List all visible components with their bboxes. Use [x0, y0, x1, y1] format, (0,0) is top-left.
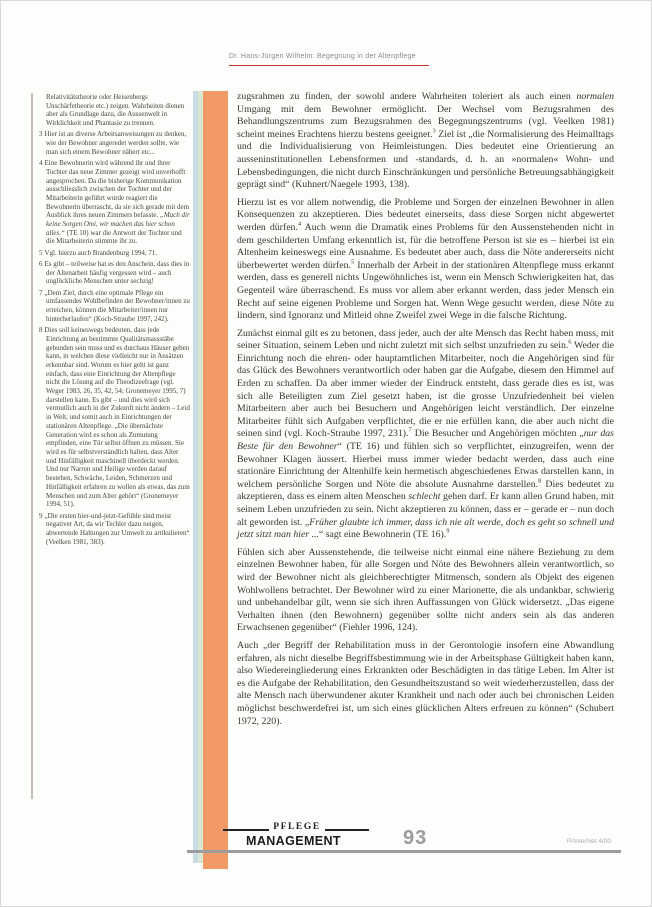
text-run: „Die ersten hier-und-jetzt-Gefühle sind meist negativer Art, da wir Techler dazu neigen, abwertende Haltungen zur Umwelt zu artikulieren“ (Veelken 1981, 383). — [44, 511, 190, 546]
text-run: Weder die Einrichtung noch die ehren- oder hauptamtlichen Mitarbeiter, noch die Angehörigen sind für das Glück des Bewohners verantwortlich oder haben gar die Aufgabe, diesem den Himmel auf Erden zu schaffen. Da aber immer wieder der Eindruck entsteht, dass gerade dies es ist, was sich alle Beteiligten zum Ziel gesetzt haben, ist die grosse Unzufriedenheit bei vielen Mitarbeitern aber auch bei Besuchern und Angehörigen leicht verständlich. Der einzelne Mitarbeiter fühlt sich Aufgaben verpflichtet, die er nie erfüllen kann, die aber auch nicht die seinen sind (vgl. Koch-Straube 1997, 231). — [237, 340, 614, 440]
text-run: Umgang mit dem Bewohner ermöglicht. Der Wechsel vom Bezugsrahmen des Behandlungszentrums zum Bezugsrahmen des Begegnungszentrums (vgl. Veelken 1981) scheint meines Erachtens hierzu bestens geeignet. — [237, 103, 614, 140]
text-run: Ziel ist „die Normalisierung des Heimalltags und die Individualisierung von Heimleistungen. Dies bedeutet eine Orientierung an ausseninstitutionellen Lebensformen und -standards, d. h. an »normalen« Wohn- und Lebensbedingungen, die nicht durch Einschränkungen und persönliche Betreuungsabhängigkeit geprägt sind“ (Kuhnert/Naegele 1993, 138). — [237, 128, 614, 191]
text-run: “ sagt eine Bewohnerin (TE 16). — [318, 529, 447, 541]
footnote-item — [39, 249, 190, 258]
footnote-item — [39, 326, 190, 509]
text-run: Relativitätstheorie oder Heisenbergs Unschärfetheorie etc.) zeigen. Wahrheiten dienen aber als Grundlage dazu, die Aussenwelt in Wirklichkeit und Phantasie zu trennen. — [46, 93, 185, 128]
footer-rule — [187, 850, 621, 853]
text-run: Die Besucher und Angehörigen möchten „ — [411, 428, 584, 440]
footnote-number: 3 — [39, 130, 43, 139]
footnote-reference: 6 — [568, 339, 572, 347]
emphasized-text: schlecht — [408, 491, 441, 503]
logo-management-text: MANAGEMENT — [246, 834, 341, 848]
text-run: Hierzu ist es vor allem notwendig, die Probleme und Sorgen der einzelnen Bewohner in allen Konsequenzen zu akzeptieren. Dies bedeutet einerseits, dass diese Sorgen nicht abgewertet werden dürfen. — [237, 196, 614, 233]
article-body — [237, 91, 614, 733]
text-run: Innerhalb der Arbeit in der stationären Altenpflege muss erkannt werden, dass es generell nichts Ungewöhnliches ist, wenn ein Mensch Schwierigkeiten hat, das Gegenteil wäre überraschend. Es muss vor allem aber erkannt werden, dass jeder Mensch ein Recht auf seine eigenen Probleme und Sorgen hat. Wenn Wege gesucht werden, diese Nöte zu lindern, sind Ignoranz und Mitleid ohne Zweifel zwei Wege in die falsche Richtung. — [237, 259, 614, 322]
emphasized-text: normalen — [576, 91, 614, 102]
emphasized-text: „Mach dir keine Sorgen Omi, wir machen das hier schon alles.“ — [46, 211, 190, 237]
footnote-item — [39, 512, 190, 547]
footnote-reference: 3 — [432, 127, 436, 135]
footnote-number: 7 — [39, 288, 43, 297]
footnote-item — [39, 159, 190, 246]
text-run: Es gibt – teilweise hat es den Anschein, dass dies in der Altenarbeit häufig vergessen wird – auch unglückliche Menschen unter sechzig! — [44, 260, 190, 286]
footnote-item — [39, 93, 190, 128]
body-paragraph — [237, 547, 614, 635]
text-run: „Dem Ziel, durch eine optimale Pflege ein umfassendes Wohlbefinden der Bewohner/innen zu erreichen, können die Mitarbeiter/innen nur hinterherlaufen“ (Koch-Straube 1997, 242). — [44, 288, 190, 323]
body-paragraph — [237, 328, 614, 542]
text-run: gehen darf. Er kann allen Grund haben, mit seinem Leben unzufrieden zu sein. Nicht akzeptieren zu können, dass er – gerade er – nun doch alt geworden ist. „ — [237, 491, 614, 528]
body-paragraph — [237, 640, 614, 728]
issue-label: PrInterNet 4/00 — [566, 838, 611, 845]
logo-pflege-text: PFLEGE — [273, 822, 321, 832]
title-underline-rule — [229, 65, 429, 66]
footnotes-sidebar — [39, 93, 190, 549]
text-run: Fühlen sich aber Aussenstehende, die teilweise nicht einmal eine nähere Beziehung zu dem einzelnen Bewohner haben, für alle Sorgen und Nöte des Bewohners allein verantwortlich, so wird der Bewohner nicht als gleichberechtigter Mitmensch, sondern als Objekt des eigenen Wohlwollens betrachtet. Der Bewohner wird zu einer Marionette, die als undankbar, schwierig und unbehandelbar gilt, wenn sie sich ihren Auffassungen von Glück widersetzt. „Das eigene Verhalten ihnen (den Bewohnern) gegenüber sollte nicht anders sein als das anderen Erwachsenen gegenüber“ (Fiehler 1996, 124). — [237, 546, 614, 634]
text-run: Vgl. hierzu auch Brandenburg 1994, 71. — [44, 248, 158, 257]
footnote-item — [39, 289, 190, 324]
text-run: Eine Bewohnerin wird während ihr und ihrer Tochter das neue Zimmer gezeigt wird unverhofft angesprochen. Da die bisherige Kommunikation ausschliesslich zwischen der Tochter und der Mitarbeiterin geführt wurde reagiert die Bewohnerin überrascht, da sie sich gerade mit dem Ausblick ihres neuen Zimmers befasste. — [44, 159, 190, 220]
footnote-reference: 7 — [408, 427, 412, 435]
body-paragraph — [237, 197, 614, 323]
emphasized-text: nur das Beste für den Bewohner — [237, 428, 614, 453]
text-run: Dies bedeutet zu akzeptieren, dass es einem alten Menschen — [237, 478, 614, 503]
text-run: Auch „der Begriff der Rehabilitation muss in der Gerontologie insofern eine Abwandlung erfahren, als nicht dieselbe Begriffsbestimmung wie in der Arbeitsphase Gültigkeit haben kann, also Wiedereingliederung eines Erkrankten oder Beschädigten in das tätige Leben. Im Alter ist es die Aufgabe der Rehabilitation, den Gesundheitszustand so weit wiederherzustellen, dass der alte Mensch nach überwundener akuter Krankheit und nach oder auch bei chronischen Leiden möglichst beschwerdefrei ist, um sich eines glücklichen Alters erfreuen zu können“ (Schubert 1972, 220). — [237, 639, 614, 727]
footnote-number: 4 — [39, 159, 43, 168]
text-run: Hier ist an diverse Arbeitsanweisungen zu denken, wie der Bewohner angeredet werden sollte, wie man sich einem Bewohner nähert etc... — [44, 130, 187, 156]
page-number: 93 — [403, 827, 428, 849]
footnote-number: 9 — [39, 511, 43, 520]
logo-rule-right — [325, 829, 369, 831]
running-header-title: Dr. Hans-Jürgen Wilhelm: Begegnung in der Altenpflege — [229, 53, 416, 60]
footnote-reference: 4 — [297, 220, 302, 228]
text-run: (TE 10) war die Antwort der Tochter und die Mitarbeiterin stimmte ihr zu. — [46, 228, 182, 246]
footnote-item — [39, 260, 190, 286]
footnote-reference: 9 — [446, 527, 450, 535]
text-run: zugsrahmen zu finden, der sowohl andere Wahrheiten toleriert als auch einen — [237, 91, 577, 102]
scan-gutter-shadow — [31, 93, 33, 799]
text-run: “ (TE 16) und fühlen sich so verpflichtet, einzugreifen, wenn der Bewohner Klagen äussert. Hierbei muss immer wieder bedacht werden, dass auch eine stationäre Einrichtung der Altenhilfe kein hermetisch abgeschiedenes Etwas darstellen kann, in welchem persönliche Sorgen und Nöte die absolute Ausnahme darstellen. — [237, 441, 614, 490]
decor-stripe-orange — [203, 91, 228, 869]
footnote-number: 5 — [39, 248, 43, 257]
footnote-reference: 8 — [538, 477, 542, 485]
footnote-item — [39, 130, 190, 156]
footnote-number: 8 — [39, 326, 43, 335]
text-run: Dies soll keineswegs bedeuten, dass jede Einrichtung an bestimmte Qualitätsmassstäbe gebunden sein muss und es durchaus Häuser geben kann, in welchen diese vielleicht nur in Ansätzen erkennbar sind. Worum es hier geht ist ganz einfach, dass eine Einrichtung der Altenpflege nicht die Lösung auf die Theodizeefrage (vgl. Weger 1983, 26, 35, 42, 54; Gronemeyer 1995, 7) darstellen kann. Es gibt – und dies wird sich vermutlich auch in der Zukunft nicht ändern – Leid in Welt, und somit auch in Einrichtungen der stationären Altenpflege. „Die übernächste Generation wird es schon als Zumutung empfinden, eine Tür selbst öffnen zu müssen. Sie wird es für selbstverständlich halten, dass Alter und Hinfälligkeit maschinell überdeckt werden. Und nur Narren und Heilige werden darauf bestehen, Schwäche, Leiden, Schmerzen und Hinfälligkeit erfahren zu wollen als etwas, das zum Menschen und zum Alter gehört“ (Gronemeyer 1994, 51). — [44, 326, 190, 509]
footnote-number: 6 — [39, 260, 43, 269]
body-paragraph — [237, 91, 614, 192]
emphasized-text: Früher glaubte ich immer, dass ich nie alt werde, doch es geht so schnell und jetzt sitzt man hier ... — [237, 516, 614, 541]
footnote-reference: 5 — [350, 258, 355, 266]
text-run: Auch wenn die Dramatik eines Problems für den Aussenstehenden nicht in dem geschilderten Umfang erkenntlich ist, für die betroffene Person ist sie es – hierbei ist ein Altenheim keineswegs eine Ausnahme. Es bedeutet aber auch, dass die Nöte andererseits nicht überbewertet werden dürfen. — [237, 221, 614, 271]
logo-rule-left — [223, 829, 269, 831]
text-run: Zunächst einmal gilt es zu betonen, dass jeder, auch der alte Mensch das Recht haben muss, mit seiner Situation, seinem Leben und nicht zuletzt mit sich selbst unzufrieden zu sein. — [237, 327, 614, 352]
